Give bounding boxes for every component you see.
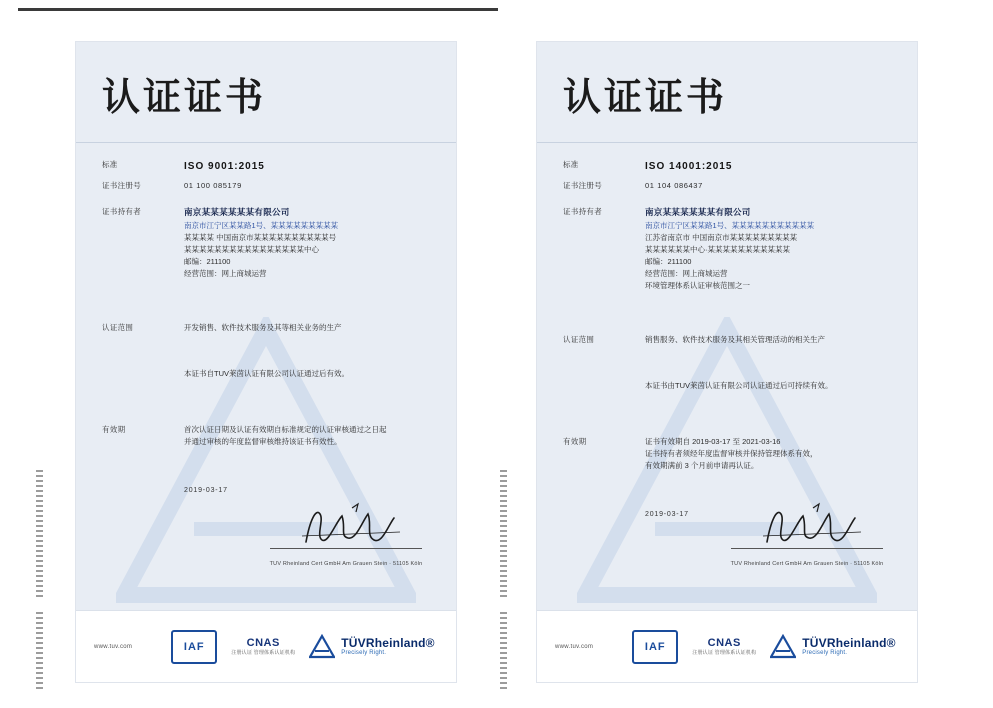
scope-text: 销售服务、软件技术服务及其相关管理活动的相关生产 [645, 334, 825, 344]
certificate-footer [537, 610, 917, 682]
holder-extra-line: 环境管理体系认证审核范围之一 [645, 280, 750, 290]
tuv-rheinland-logo [309, 634, 434, 660]
tuv-logo-text [341, 636, 434, 658]
scope-note-value [645, 380, 891, 392]
holder-address-line: 江苏省南京市 中国南京市某某某某某某某某某 [645, 232, 798, 242]
holder-label: 证书持有者 [563, 207, 602, 216]
certificate-iso9001 [76, 42, 456, 682]
holder-postcode: 邮编：211100 [645, 256, 692, 266]
validity-label: 有效期 [102, 424, 126, 434]
standard-value [184, 159, 430, 175]
issue-date: 2019-03-17 [184, 486, 228, 494]
tuv-rheinland-logo [770, 634, 895, 660]
certificate-footer [76, 610, 456, 682]
left-margin-strip-lower [36, 612, 43, 690]
certificate-header [76, 42, 456, 143]
validity-line: 首次认证日期及认证有效期自标准规定的认证审核通过之日起 [184, 424, 387, 434]
tuv-triangle-icon [309, 634, 335, 660]
holder-address-line: 南京市江宁区某某路1号、某某某某某某某某某 [184, 220, 339, 230]
tuv-logo-claim: Precisely Right. [341, 650, 387, 657]
validity-line: 证书持有者须经年度监督审核并保持管理体系有效， [645, 448, 818, 458]
holder-postcode: 邮编：211100 [184, 256, 231, 266]
validity-line: 并通过审核的年度监督审核维持该证书有效性。 [184, 436, 342, 446]
page-top-rule [18, 8, 498, 11]
footer-logos [629, 630, 899, 664]
tuv-logo-claim: Precisely Right. [802, 650, 848, 657]
holder-business: 经营范围：网上商城运营 [645, 268, 728, 278]
holder-address-line: 某某某某某某中心·某某某某某某某某某某某 [645, 244, 790, 254]
holder-address-line: 某某某某某某某某某某某某某某某某中心 [184, 244, 319, 254]
holder-business: 经营范围：网上商城运营 [184, 268, 267, 278]
cert-no-row [563, 180, 891, 192]
standard-text: ISO 9001:2015 [184, 161, 265, 172]
handwritten-signature-icon [266, 502, 426, 548]
signature-block [266, 502, 426, 570]
holder-row [563, 206, 891, 292]
scope-note-row [563, 380, 891, 392]
cnas-logo-sub: 注册认证 管理体系认证机构 [692, 650, 757, 657]
scope-label: 认证范围 [563, 334, 595, 344]
validity-line: 有效期满前 3 个月前申请再认证。 [645, 460, 759, 470]
holder-value [184, 206, 430, 280]
signature-block [727, 502, 887, 570]
tuv-logo-title: TÜVRheinland® [802, 635, 896, 650]
scope-row [563, 334, 891, 346]
cert-no-label: 证书注册号 [102, 181, 141, 190]
tuv-logo-text [802, 636, 895, 658]
holder-name: 南京某某某某某某有限公司 [184, 207, 290, 217]
certificate-iso14001 [537, 42, 917, 682]
scope-label: 认证范围 [102, 322, 134, 332]
certificate-body [76, 143, 456, 497]
signature-rule [270, 548, 422, 549]
cnas-logo [231, 637, 295, 656]
holder-row [102, 206, 430, 280]
iaf-logo-text: IAF [183, 640, 205, 653]
cert-no-text: 01 104 086437 [645, 181, 703, 190]
holder-address-line: 南京市江宁区某某路1号、某某某某某某某某某某某 [645, 220, 815, 230]
validity-line: 证书有效期自 2019-03-17 至 2021-03-16 [645, 436, 781, 446]
standard-row [563, 159, 891, 175]
middle-margin-strip-lower [500, 612, 507, 690]
tuv-logo-title: TÜVRheinland® [341, 635, 435, 650]
scope-note-text: 本证书自TUV莱茵认证有限公司认证通过后有效。 [184, 368, 349, 378]
iaf-logo [632, 630, 678, 664]
scope-row [102, 322, 430, 334]
footer-url: www.tuv.com [555, 643, 594, 650]
scope-note-row [102, 368, 430, 380]
standard-value [645, 159, 891, 175]
cnas-logo-main: CNAS [707, 636, 741, 649]
holder-name: 南京某某某某某某有限公司 [645, 207, 751, 217]
scope-text: 开发销售、软件技术服务及其等相关业务的生产 [184, 322, 342, 332]
scope-note-value [184, 368, 430, 380]
signature-caption: TUV Rheinland Cert GmbH Am Grauen Stein · 51105 Köln [730, 561, 884, 567]
middle-margin-strip-upper [500, 470, 507, 600]
standard-label: 标准 [563, 160, 579, 169]
certificate-body [537, 143, 917, 521]
handwritten-signature-icon [727, 502, 887, 548]
certificate-header [537, 42, 917, 143]
tuv-triangle-icon [770, 634, 796, 660]
left-margin-strip-upper [36, 470, 43, 600]
signature-rule [731, 548, 883, 549]
cnas-logo [692, 637, 756, 656]
scope-value [645, 334, 891, 346]
footer-url: www.tuv.com [94, 643, 133, 650]
certificate-title: 认证证书 [563, 75, 728, 119]
scope-note-text: 本证书由TUV莱茵认证有限公司认证通过后可持续有效。 [645, 380, 833, 390]
holder-address-line: 某某某某 中国南京市某某某某某某某某某某号 [184, 232, 337, 242]
standard-text: ISO 14001:2015 [645, 161, 733, 172]
standard-row [102, 159, 430, 175]
cert-no-text: 01 100 085179 [184, 181, 242, 190]
cnas-logo-main: CNAS [246, 636, 280, 649]
footer-logos [168, 630, 438, 664]
issue-date: 2019-03-17 [645, 510, 689, 518]
standard-label: 标准 [102, 160, 118, 169]
signature-mark [266, 502, 426, 548]
iaf-logo-text: IAF [644, 640, 666, 653]
cert-no-row [102, 180, 430, 192]
certificate-title: 认证证书 [102, 75, 267, 119]
signature-mark [727, 502, 887, 548]
cnas-logo-sub: 注册认证 管理体系认证机构 [231, 650, 296, 657]
cert-no-value [645, 180, 891, 192]
validity-row [563, 436, 891, 472]
validity-value [645, 436, 891, 472]
cert-no-label: 证书注册号 [563, 181, 602, 190]
iaf-logo [171, 630, 217, 664]
cert-no-value [184, 180, 430, 192]
validity-label: 有效期 [563, 436, 587, 446]
scope-value [184, 322, 430, 334]
holder-label: 证书持有者 [102, 207, 141, 216]
validity-value [184, 424, 430, 448]
signature-caption: TUV Rheinland Cert GmbH Am Grauen Stein · 51105 Köln [269, 561, 423, 567]
validity-row [102, 424, 430, 448]
holder-value [645, 206, 891, 292]
